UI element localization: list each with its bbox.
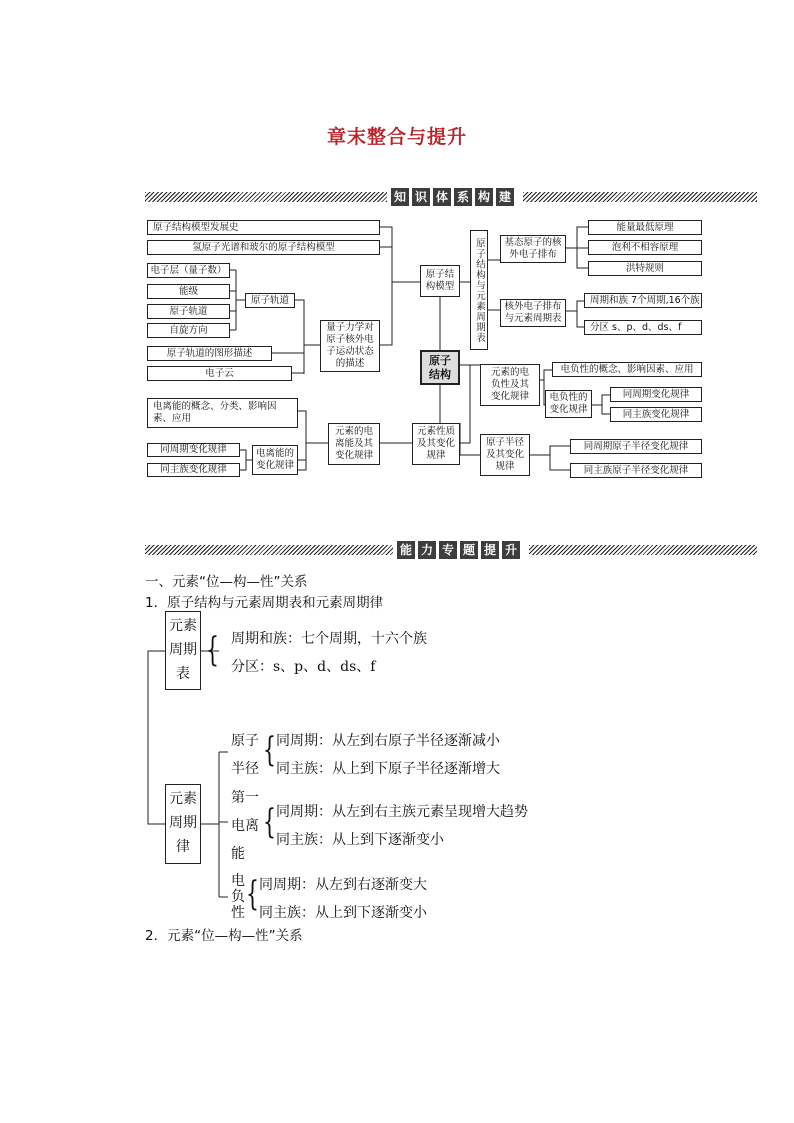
map-node-orbit-node: 原子轨道	[245, 293, 295, 308]
map-node-en-concept: 电负性的概念、影响因素、应用	[552, 362, 702, 377]
label-char: 能	[397, 541, 415, 559]
brace: {	[263, 802, 276, 842]
map-node-radius-main: 原子半径 及其变化 规律	[480, 434, 530, 476]
tree-node-periodic-table: 元素 周期 表	[165, 611, 201, 690]
tree-period-group: 周期和族：七个周期，十六个族	[231, 631, 427, 647]
label-char: 题	[460, 541, 478, 559]
map-node-model-history: 原子结构模型发展史	[147, 220, 380, 235]
tree-en-label-1: 电	[231, 873, 245, 889]
brace: {	[263, 730, 276, 770]
map-node-lowest: 能量最低原理	[588, 220, 702, 235]
label-char: 构	[475, 188, 493, 206]
map-node-bohr: 氢原子光谱和玻尔的原子结构模型	[147, 240, 380, 255]
tree-ie-label-3: 能	[231, 846, 245, 862]
tree-radius-group: 同主族：从上到下原子半径逐渐增大	[276, 761, 500, 777]
map-node-orbit-shape: 原子轨道的图形描述	[147, 346, 272, 361]
map-node-radius-group: 同主族原子半径变化规律	[570, 463, 702, 478]
map-node-quantum: 量子力学对 原子核外电 子运动状态 的描述	[320, 320, 380, 372]
map-node-table-vertical: 原子结构与元素周期表	[470, 230, 488, 350]
label-char: 力	[418, 541, 436, 559]
heading-position-relation: 2．元素“位—构—性”关系	[145, 928, 303, 944]
label-char: 体	[433, 188, 451, 206]
heading-structure-table-law: 1．原子结构与元素周期表和元素周期律	[145, 595, 384, 611]
tree-ie-label-1: 第一	[231, 790, 259, 806]
map-node-pauli: 泡利不相容原理	[588, 240, 702, 255]
tree-ie-group: 同主族：从上到下逐渐变小	[276, 832, 444, 848]
brace: {	[246, 874, 259, 914]
map-node-level: 能级	[147, 284, 230, 299]
map-node-blocks: 分区 s、p、d、ds、f	[584, 320, 702, 335]
tree-blocks: 分区：s、p、d、ds、f	[231, 659, 376, 675]
map-node-period-ie: 同周期变化规律	[147, 443, 240, 457]
tree-ie-period: 同周期：从左到右主族元素呈现增大趋势	[276, 804, 528, 820]
map-node-ie-concept: 电离能的概念、分类、影响因 素、应用	[147, 398, 298, 428]
heading-position-structure-property: 一、元素“位—构—性”关系	[145, 574, 308, 590]
map-node-period-group: 周期和族 7个周期,16个族	[584, 293, 702, 308]
tree-radius-period: 同周期：从左到右原子半径逐渐减小	[276, 733, 500, 749]
label-char: 建	[496, 188, 514, 206]
tree-en-group: 同主族：从上到下逐渐变小	[259, 905, 427, 921]
page-title: 章末整合与提升	[326, 126, 467, 148]
tree-radius-label-2: 半径	[231, 761, 259, 777]
map-node-spin: 自旋方向	[147, 323, 230, 338]
map-node-group-ie: 同主族变化规律	[147, 463, 240, 477]
map-node-en-group: 同主族变化规律	[610, 407, 702, 422]
tree-en-label-3: 性	[231, 905, 245, 921]
map-node-ie-main: 元素的电 离能及其 变化规律	[328, 423, 380, 465]
label-char: 专	[439, 541, 457, 559]
tree-radius-label-1: 原子	[231, 733, 259, 749]
map-node-en-period: 同周期变化规律	[610, 387, 702, 402]
label-char: 系	[454, 188, 472, 206]
map-center-node: 原子 结构	[420, 350, 460, 385]
brace: {	[206, 630, 219, 670]
tree-en-period: 同周期：从左到右逐渐变大	[259, 877, 427, 893]
map-node-model: 原子结 构模型	[420, 265, 460, 297]
map-node-en-rule: 电负性的 变化规律	[545, 390, 592, 418]
map-node-radius-period: 同周期原子半径变化规律	[570, 439, 702, 454]
label-char: 识	[412, 188, 430, 206]
map-node-layer: 电子层（量子数）	[147, 263, 230, 278]
tree-ie-label-2: 电离	[231, 818, 259, 834]
map-node-ie-rule: 电离能的 变化规律	[252, 445, 298, 475]
map-node-en-main: 元素的电 负性及其 变化规律	[480, 364, 540, 406]
tree-node-periodic-law: 元素 周期 律	[165, 784, 201, 864]
map-node-property: 元素性质 及其变化 规律	[412, 423, 460, 465]
map-node-cloud: 电子云	[147, 366, 292, 381]
map-node-config-table: 核外电子排布 与元素周期表	[500, 299, 566, 327]
map-node-hund: 洪特规则	[588, 261, 702, 276]
label-char: 升	[502, 541, 520, 559]
map-node-orbit: 原子轨道	[147, 304, 230, 319]
map-node-ground: 基态原子的核 外电子排布	[500, 235, 566, 263]
tree-en-label-2: 负	[231, 889, 245, 905]
label-char: 提	[481, 541, 499, 559]
label-char: 知	[391, 188, 409, 206]
